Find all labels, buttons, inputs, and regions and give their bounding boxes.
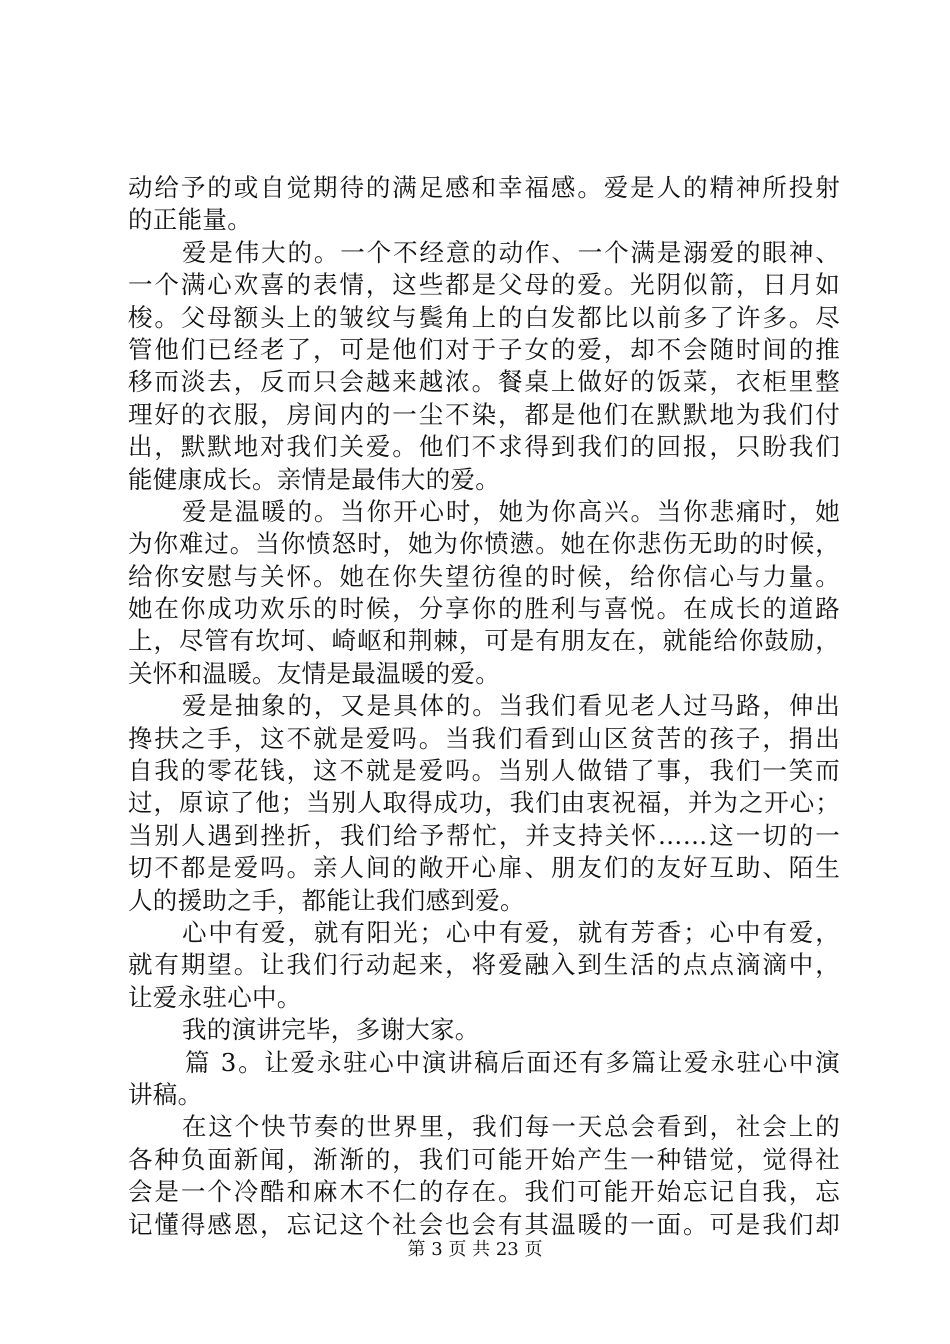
text-line: 给你安慰与关怀。她在你失望彷徨的时候，给你信心与力量。 [128, 561, 840, 591]
text-line: 移而淡去，反而只会越来越浓。餐桌上做好的饭菜，衣柜里整 [128, 367, 840, 397]
text-line: 出，默默地对我们关爱。他们不求得到我们的回报，只盼我们 [128, 432, 840, 462]
paragraph-first-line: 爱是抽象的，又是具体的。当我们看见老人过马路，伸出 [182, 691, 840, 721]
text-line: 当别人遇到挫折，我们给予帮忙，并支持关怀……这一切的一 [128, 820, 840, 850]
text-line: 管他们已经老了，可是他们对于子女的爱，却不会随时间的推 [128, 334, 840, 364]
text-line: 梭。父母额头上的皱纹与鬓角上的白发都比以前多了许多。尽 [128, 302, 840, 332]
text-line: 切不都是爱吗。亲人间的敞开心扉、朋友们的友好互助、陌生 [128, 853, 840, 883]
document-body [128, 172, 840, 1241]
text-line: 能健康成长。亲情是最伟大的爱。 [128, 464, 500, 494]
text-line: 过，原谅了他；当别人取得成功，我们由衷祝福，并为之开心； [128, 788, 840, 818]
text-line: 让爱永驻心中。 [128, 982, 302, 1012]
paragraph-first-line: 心中有爱，就有阳光；心中有爱，就有芳香；心中有爱， [182, 917, 840, 947]
page-number-footer: 第 3 页 共 23 页 [407, 1239, 543, 1260]
text-line: 理好的衣服，房间内的一尘不染，都是他们在默默地为我们付 [128, 399, 840, 429]
text-line: 她在你成功欢乐的时候，分享你的胜利与喜悦。在成长的道路 [128, 594, 840, 624]
section-heading-line: 篇 3。让爱永驻心中演讲稿后面还有多篇让爱永驻心中演 [185, 1047, 840, 1077]
paragraph-first-line: 我的演讲完毕，多谢大家。 [182, 1015, 480, 1045]
text-line: 的正能量。 [128, 205, 252, 235]
text-line: 上，尽管有坎坷、崎岖和荆棘，可是有朋友在，就能给你鼓励， [128, 626, 840, 656]
text-line: 动给予的或自觉期待的满足感和幸福感。爱是人的精神所投射 [128, 173, 840, 202]
text-line: 关怀和温暖。友情是最温暖的爱。 [128, 658, 500, 688]
text-line: 搀扶之手，这不就是爱吗。当我们看到山区贫苦的孩子，捐出 [128, 723, 840, 753]
text-line: 记懂得感恩，忘记这个社会也会有其温暖的一面。可是我们却 [128, 1209, 840, 1239]
text-line: 讲稿。 [128, 1079, 203, 1109]
text-line: 自我的零花钱，这不就是爱吗。当别人做错了事，我们一笑而 [128, 756, 840, 786]
paragraph-first-line: 爱是温暖的。当你开心时，她为你高兴。当你悲痛时，她 [182, 496, 840, 526]
text-line: 就有期望。让我们行动起来，将爱融入到生活的点点滴滴中， [128, 950, 840, 980]
text-line: 会是一个冷酷和麻木不仁的存在。我们可能开始忘记自我，忘 [128, 1177, 840, 1207]
paragraph-first-line: 爱是伟大的。一个不经意的动作、一个满是溺爱的眼神、 [182, 237, 840, 267]
text-line: 各种负面新闻，渐渐的，我们可能开始产生一种错觉，觉得社 [128, 1144, 840, 1174]
text-line: 为你难过。当你愤怒时，她为你愤懑。她在你悲伤无助的时候， [128, 529, 840, 559]
text-line: 人的援助之手，都能让我们感到爱。 [128, 885, 525, 915]
text-line: 一个满心欢喜的表情，这些都是父母的爱。光阴似箭，日月如 [128, 270, 840, 300]
paragraph-first-line: 在这个快节奏的世界里，我们每一天总会看到，社会上的 [182, 1112, 840, 1142]
